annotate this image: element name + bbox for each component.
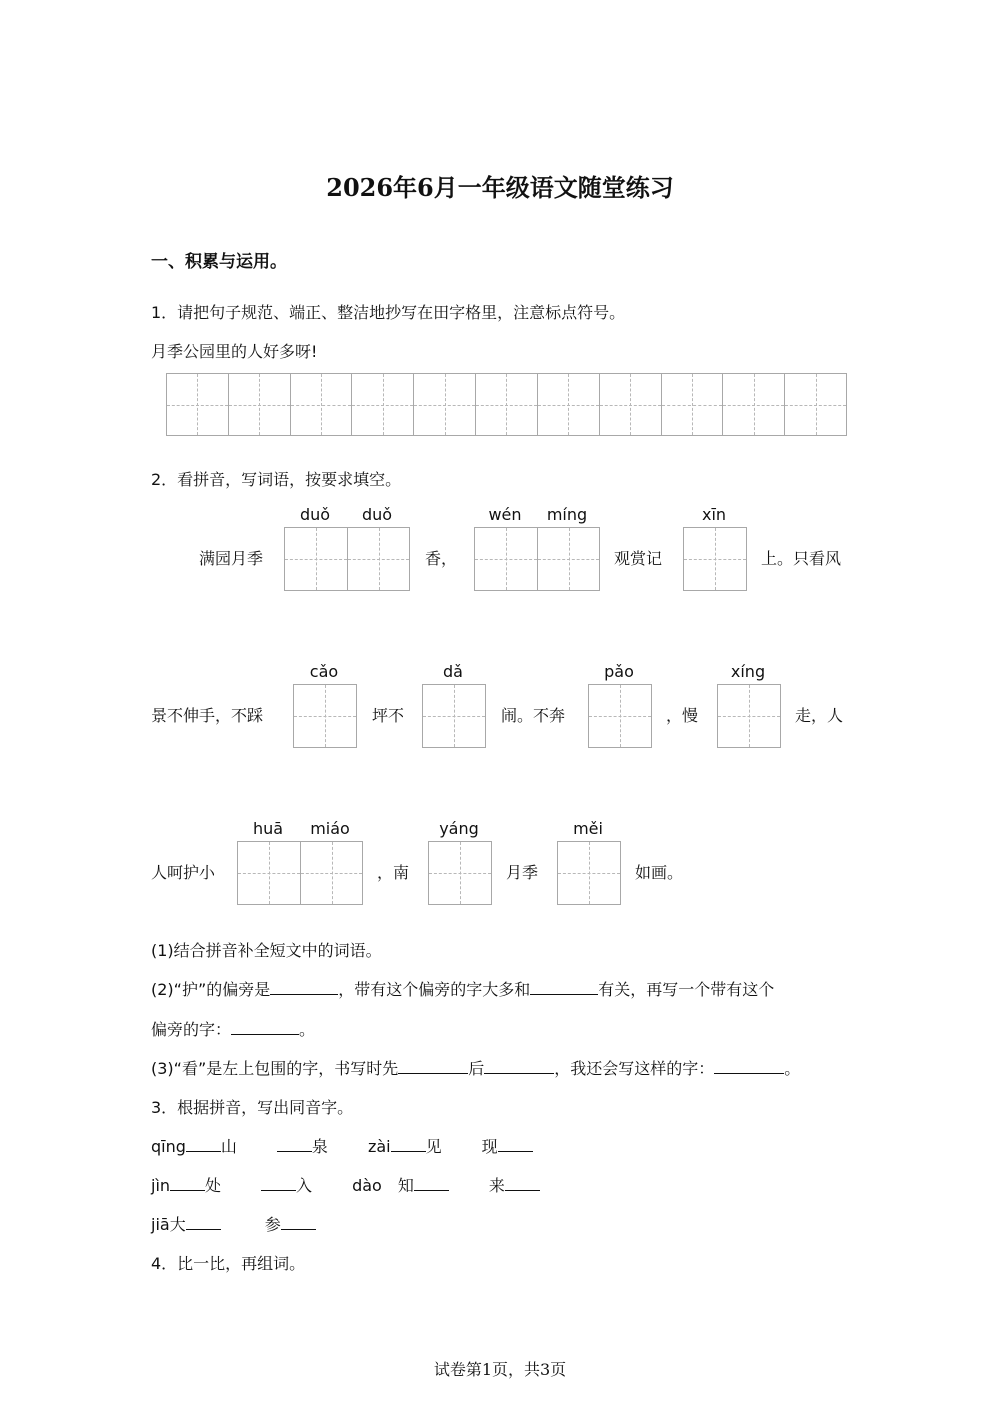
answer-box-pao[interactable] bbox=[588, 684, 652, 748]
passage-text: 人呵护小 bbox=[151, 863, 216, 882]
fill-blank[interactable] bbox=[398, 1059, 468, 1074]
fill-blank[interactable] bbox=[231, 1020, 299, 1035]
answer-box-xing[interactable] bbox=[717, 684, 781, 748]
fill-blank[interactable] bbox=[484, 1059, 554, 1074]
pinyin: huā bbox=[252, 819, 284, 838]
passage-text: 坪不 bbox=[372, 706, 405, 725]
tianzige-cell[interactable] bbox=[167, 374, 228, 435]
tianzige-cell[interactable] bbox=[290, 374, 352, 435]
passage-text: 走，人 bbox=[795, 706, 844, 725]
pinyin: měi bbox=[573, 819, 603, 838]
passage-text: 香， bbox=[425, 549, 458, 568]
fill-blank[interactable] bbox=[530, 980, 598, 995]
sub-question-2: (2)“护”的偏旁是 ，带有这个偏旁的字大多和 有关，再写一个带有这个 bbox=[151, 980, 775, 999]
tianzige-cell[interactable] bbox=[475, 374, 537, 435]
pinyin: dǎ bbox=[443, 662, 463, 681]
answer-box-huamiao[interactable] bbox=[237, 841, 363, 905]
passage-text: 观赏记 bbox=[614, 549, 663, 568]
page-title: 2026年6月一年级语文随堂练习 bbox=[326, 173, 674, 202]
passage-text: 如画。 bbox=[635, 863, 684, 882]
pinyin: miáo bbox=[310, 819, 350, 838]
pinyin: cǎo bbox=[309, 662, 339, 681]
passage-text: ，慢 bbox=[666, 706, 699, 725]
tianzige-cell[interactable] bbox=[722, 374, 784, 435]
passage-text: 满园月季 bbox=[199, 549, 264, 568]
pinyin: wén bbox=[488, 505, 522, 524]
answer-box-da[interactable] bbox=[422, 684, 486, 748]
fill-blank[interactable] bbox=[270, 980, 338, 995]
passage-text: 闹。不奔 bbox=[501, 706, 566, 725]
tianzige-cell[interactable] bbox=[661, 374, 723, 435]
passage-text: 景不伸手，不踩 bbox=[151, 706, 264, 725]
homophone-row-2: jìn 处 入 dào 知 来 bbox=[151, 1173, 540, 1196]
answer-box-duoduo[interactable] bbox=[284, 527, 410, 591]
question-3-prompt: 3．根据拼音，写出同音字。 bbox=[151, 1098, 354, 1117]
sub-question-1: (1)结合拼音补全短文中的词语。 bbox=[151, 941, 382, 960]
pinyin: xíng bbox=[730, 662, 766, 681]
question-1-prompt: 1．请把句子规范、端正、整洁地抄写在田字格里，注意标点符号。 bbox=[151, 303, 626, 322]
answer-box-wenming[interactable] bbox=[474, 527, 600, 591]
homophone-row-3: jiā大 参 bbox=[151, 1212, 316, 1235]
sub-question-3: (3)“看”是左上包围的字，书写时先 后 ，我还会写这样的字： 。 bbox=[151, 1059, 801, 1078]
section-heading: 一、积累与运用。 bbox=[151, 252, 287, 272]
sub-question-2-cont: 偏旁的字： 。 bbox=[151, 1020, 316, 1039]
question-4-prompt: 4．比一比，再组词。 bbox=[151, 1254, 306, 1273]
pinyin: duǒ bbox=[361, 505, 393, 524]
answer-box-mei[interactable] bbox=[557, 841, 621, 905]
tianzige-cell[interactable] bbox=[228, 374, 290, 435]
tianzige-cell[interactable] bbox=[351, 374, 413, 435]
answer-box-xin[interactable] bbox=[683, 527, 747, 591]
homophone-row-1: qīng 山 泉 zài 见 现 bbox=[151, 1134, 533, 1157]
pinyin: míng bbox=[546, 505, 588, 524]
tianzige-cell[interactable] bbox=[784, 374, 846, 435]
question-2-prompt: 2．看拼音，写词语，按要求填空。 bbox=[151, 470, 402, 489]
pinyin: xīn bbox=[701, 505, 727, 524]
answer-box-yang[interactable] bbox=[428, 841, 492, 905]
passage-text: 上。只看风 bbox=[761, 549, 842, 568]
tianzige-cell[interactable] bbox=[599, 374, 661, 435]
tianzige-cell[interactable] bbox=[413, 374, 475, 435]
pinyin: yáng bbox=[439, 819, 479, 838]
passage-text: 月季 bbox=[506, 863, 539, 882]
pinyin: pǎo bbox=[604, 662, 634, 681]
tianzige-cell[interactable] bbox=[537, 374, 599, 435]
fill-blank[interactable] bbox=[714, 1059, 784, 1074]
passage-text: ，南 bbox=[377, 863, 410, 882]
question-1-sentence: 月季公园里的人好多呀! bbox=[151, 342, 318, 361]
pinyin: duǒ bbox=[299, 505, 331, 524]
page-footer: 试卷第1页，共3页 bbox=[433, 1360, 567, 1379]
answer-box-cao[interactable] bbox=[293, 684, 357, 748]
tianzige-row[interactable] bbox=[166, 373, 847, 436]
